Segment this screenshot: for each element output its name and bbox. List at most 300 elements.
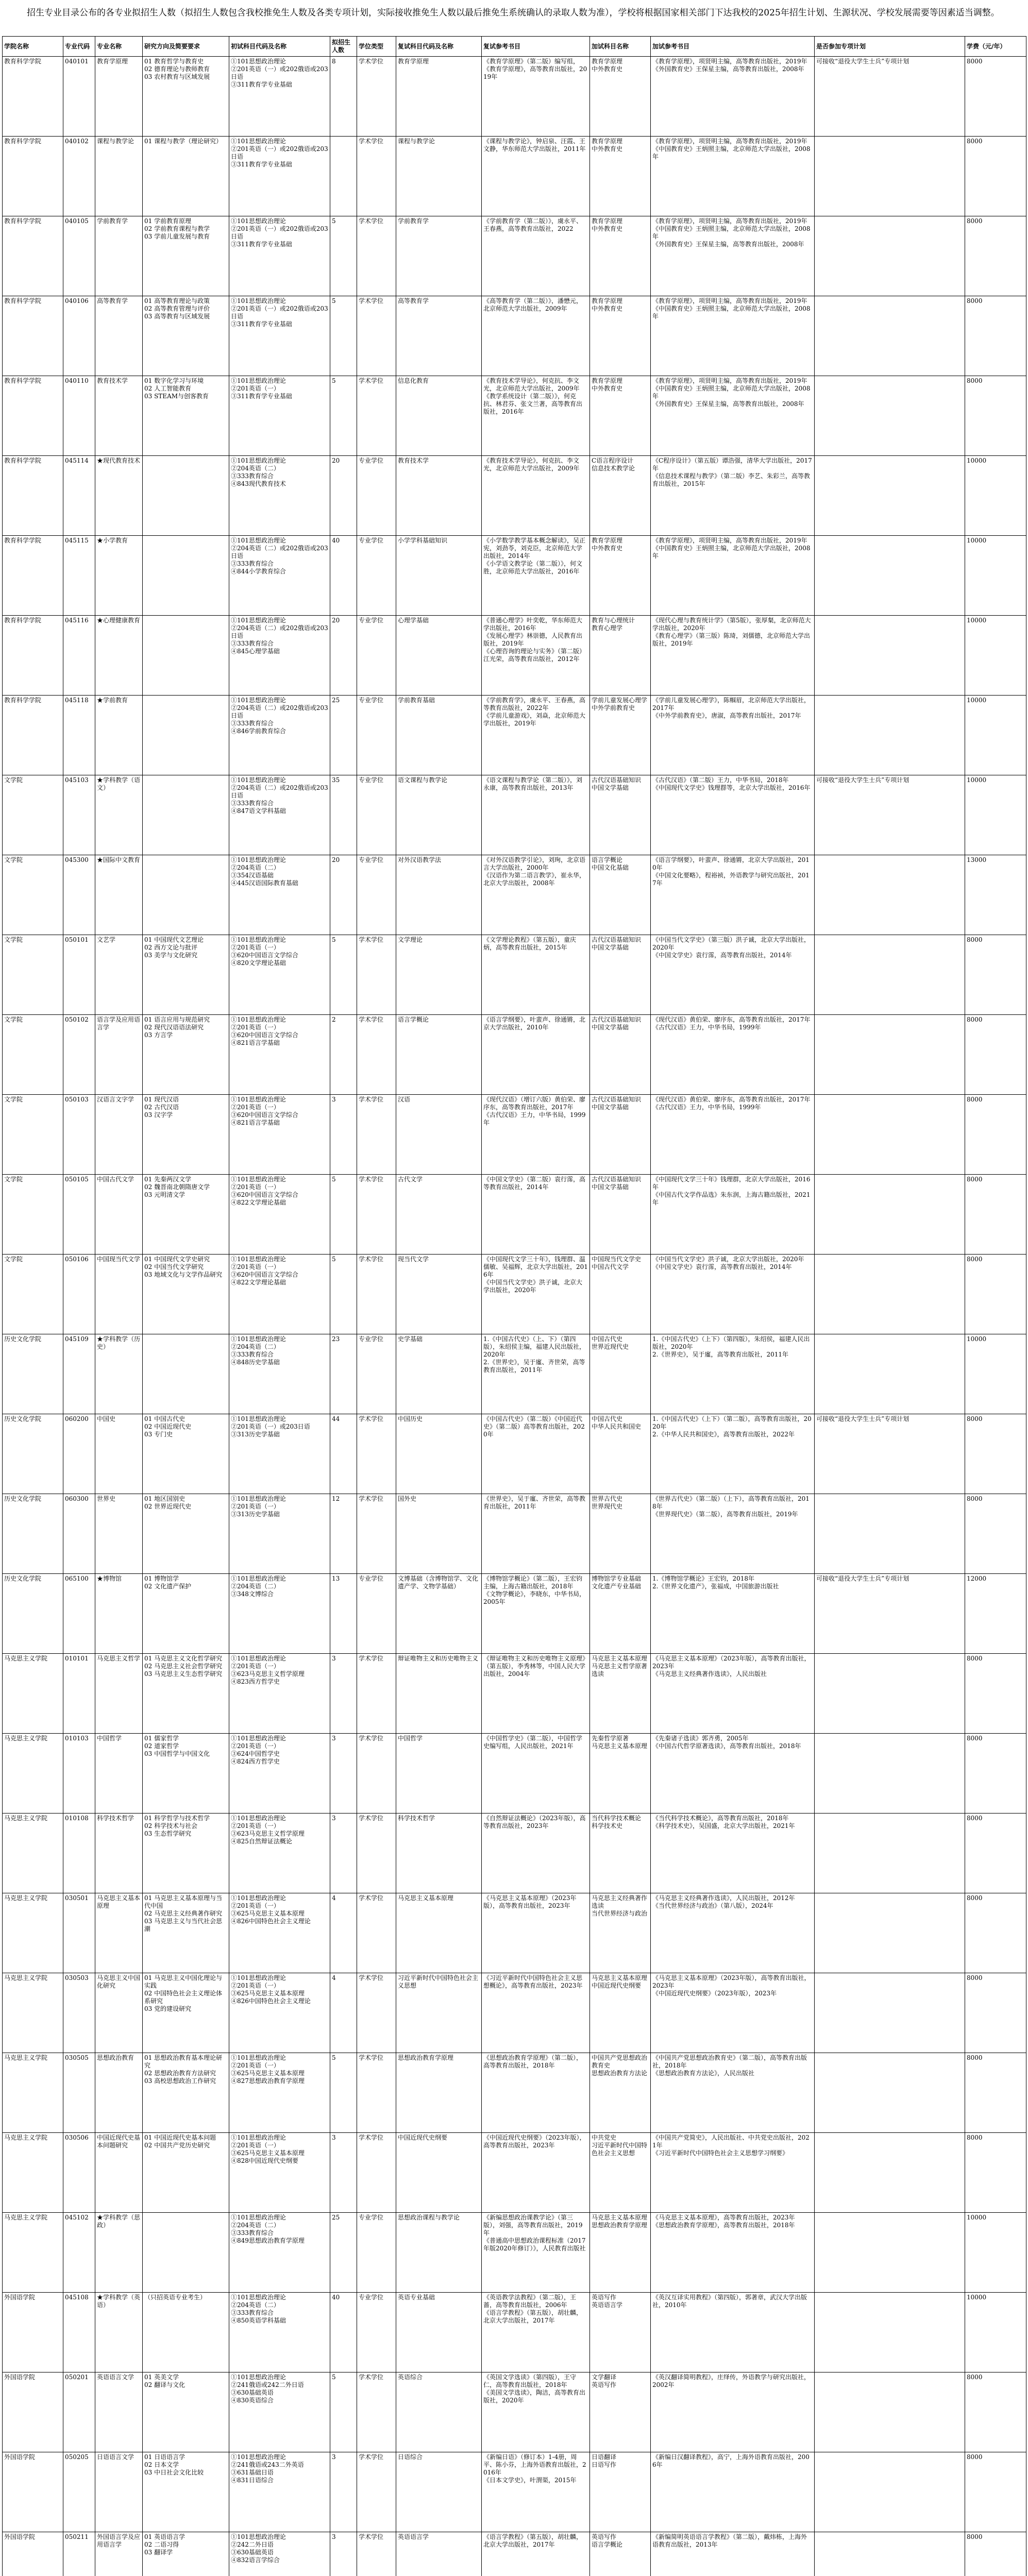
retest-books-cell-text: 《中国古代史》（第二版）《中国近代史》（第二版）高等教育出版社，2020年 (483, 1415, 588, 1438)
directions-cell (143, 935, 229, 1015)
table-row (3, 1175, 1026, 1255)
retest-subject-cell (396, 1255, 482, 1334)
retest-subject-cell (396, 2133, 482, 2213)
quota-cell-text: 40 (332, 2294, 355, 2301)
retest-books-cell (482, 1574, 590, 1654)
quota-cell (330, 2133, 357, 2213)
initial-exam-cell (229, 1893, 330, 1973)
directions-cell-text: 01 英美文学 02 翻译与文化 (144, 2374, 227, 2389)
directions-cell-text: 01 英语语言学 02 二语习得 03 翻译学 (144, 2533, 227, 2556)
tuition-cell (965, 2452, 1026, 2532)
retest-books-cell-text: 《文学理论教程》（第五版），童庆炳，高等教育出版社，2015年 (483, 936, 588, 952)
tuition-cell (965, 696, 1026, 775)
college-cell (3, 2213, 63, 2293)
quota-cell (330, 775, 357, 855)
retest-subject-cell-text: 中国近现代史纲要 (398, 2134, 480, 2142)
retest-subject-cell (396, 2053, 482, 2133)
special-plan-cell (815, 1734, 965, 1814)
retest-subject-cell-text: 国外史 (398, 1495, 480, 1503)
major-code-cell-text: 010108 (65, 1815, 93, 1822)
major-name-cell-text: 文艺学 (97, 936, 141, 944)
major-code-cell-text: 050106 (65, 1256, 93, 1263)
major-code-cell-text: 030501 (65, 1894, 93, 1902)
extra-subject-cell (590, 2293, 651, 2372)
degree-type-cell (357, 2372, 396, 2452)
initial-exam-cell-text: ①101思想政治理论 ②201英语（一） ③620中国语言文学综合 ④821语言学基础 (231, 1096, 328, 1127)
directions-cell-text: 01 博物馆学 02 文化遗产保护 (144, 1575, 227, 1590)
college-cell-text: 文学院 (4, 1256, 61, 1263)
retest-subject-cell-text: 思想政治课程与教学论 (398, 2214, 480, 2222)
quota-cell (330, 855, 357, 935)
degree-type-cell-text: 学术学位 (359, 58, 394, 65)
retest-books-cell-text: 《中国现代文学三十年》，钱理群、温儒敏、吴福辉，北京大学出版社，2016年 《中国当代文学史》洪子诚，北京大学出版社，2020年 (483, 1256, 588, 1294)
degree-type-cell (357, 935, 396, 1015)
special-plan-cell (815, 775, 965, 855)
initial-exam-cell-text: ①101思想政治理论 ②201英语（一）或202俄语或203日语 ③311教育学专业基础 (231, 297, 328, 328)
college-cell-text: 文学院 (4, 1176, 61, 1183)
retest-subject-cell (396, 2532, 482, 2576)
special-plan-cell (815, 2053, 965, 2133)
special-plan-cell (815, 296, 965, 376)
college-cell-text: 马克思主义学院 (4, 1974, 61, 1982)
tuition-cell (965, 376, 1026, 456)
extra-subject-cell (590, 296, 651, 376)
directions-cell (143, 536, 229, 616)
college-cell-text: 马克思主义学院 (4, 2054, 61, 2062)
retest-subject-cell-text: 学前教育基础 (398, 697, 480, 704)
extra-books-cell-text: 《英汉互译实用教程》（第四版），郭著章，武汉大学出版社，2010年 (652, 2294, 813, 2309)
extra-books-cell (651, 1494, 815, 1574)
initial-exam-cell-text: ①101思想政治理论 ②241俄语或243二外英语 ③631基础日语 ④831日语综合 (231, 2453, 328, 2484)
college-cell (3, 2372, 63, 2452)
extra-subject-cell-text: 当代科学技术概论 科学技术史 (592, 1815, 649, 1830)
extra-books-cell-text: 《新编简明英语语言学教程》（第二版），戴炜栋，上海外语教育出版社，2013年 (652, 2533, 813, 2549)
initial-exam-cell-text: ①101思想政治理论 ②201英语（一） ③625马克思主义基本原理 ④828中国近现代史纲要 (231, 2134, 328, 2165)
tuition-cell (965, 1015, 1026, 1095)
quota-cell-text: 3 (332, 2134, 355, 2142)
quota-cell (330, 2053, 357, 2133)
extra-books-cell (651, 935, 815, 1015)
degree-type-cell (357, 1255, 396, 1334)
quota-cell-text: 5 (332, 2374, 355, 2381)
major-name-cell (95, 1734, 143, 1814)
retest-subject-cell-text: 古代文学 (398, 1176, 480, 1183)
degree-type-cell (357, 1574, 396, 1654)
directions-cell (143, 2133, 229, 2213)
directions-cell-text: 01 中国现代文艺理论 02 西方文论与批评 03 美学与文化研究 (144, 936, 227, 959)
college-cell-text: 文学院 (4, 776, 61, 784)
major-name-cell (95, 137, 143, 216)
special-plan-cell (815, 1015, 965, 1095)
extra-books-cell (651, 1893, 815, 1973)
major-name-cell (95, 2133, 143, 2213)
directions-cell (143, 1734, 229, 1814)
special-plan-cell (815, 137, 965, 216)
quota-cell-text: 5 (332, 297, 355, 305)
extra-books-cell (651, 2372, 815, 2452)
admission-catalog-table (2, 36, 1026, 2576)
table-row (3, 1095, 1026, 1175)
extra-subject-cell (590, 1814, 651, 1893)
retest-books-cell (482, 616, 590, 696)
extra-subject-cell-text: 中国古代史 中华人民共和国史 (592, 1415, 649, 1431)
tuition-cell (965, 216, 1026, 296)
initial-exam-cell (229, 216, 330, 296)
major-name-cell-text: ★学科教学（语文） (97, 776, 141, 792)
tuition-cell (965, 1414, 1026, 1494)
major-code-cell (63, 855, 95, 935)
directions-cell (143, 456, 229, 536)
retest-subject-cell-text: 信息化教育 (398, 377, 480, 385)
initial-exam-cell (229, 137, 330, 216)
retest-books-cell (482, 2372, 590, 2452)
tuition-cell (965, 456, 1026, 536)
retest-books-cell-text: 《中国文学史》（第二版）袁行霈，高等教育出版社，2014年 (483, 1176, 588, 1191)
quota-cell-text: 35 (332, 776, 355, 784)
quota-cell (330, 2452, 357, 2532)
degree-type-cell-text: 学术学位 (359, 2533, 394, 2541)
initial-exam-cell (229, 1494, 330, 1574)
extra-books-cell-text: 1.《博物馆学概论》王宏钧，2018年 2.《世界文化遗产》，张福成，中国旅游出版社 (652, 1575, 813, 1590)
directions-cell (143, 1973, 229, 2053)
table-row (3, 2053, 1026, 2133)
extra-subject-cell-text: 语言学概论 中国文化基础 (592, 856, 649, 872)
degree-type-cell-text: 学术学位 (359, 138, 394, 145)
extra-subject-cell-text: 马克思主义基本原理 马克思主义哲学原著选读 (592, 1655, 649, 1678)
quota-cell-text: 4 (332, 1974, 355, 1982)
extra-subject-cell (590, 1734, 651, 1814)
college-cell (3, 1255, 63, 1334)
directions-cell (143, 1095, 229, 1175)
directions-cell (143, 376, 229, 456)
quota-cell (330, 456, 357, 536)
extra-books-cell (651, 775, 815, 855)
major-code-cell-text: 045115 (65, 537, 93, 545)
extra-books-cell (651, 376, 815, 456)
degree-type-cell (357, 1973, 396, 2053)
retest-books-cell-text: 《习近平新时代中国特色社会主义思想概论》，高等教育出版社，2023年 (483, 1974, 588, 1990)
retest-books-cell-text: 《中国哲学史》（第二版），中国哲学史编写组，人民出版社，2021年 (483, 1735, 588, 1750)
intro-paragraph: 招生专业目录公布的各专业拟招生人数（拟招生人数包含我校推免生人数及各类专项计划，实际接收推免生人数以最后推免生系统确认的录取人数为准），学校将根据国家相关部门下达我校的2025年招生计划、生源状况、学校发展需要等因素适当调整。 (9, 5, 1019, 21)
extra-subject-cell-text: 古代汉语基础知识 中国文学基础 (592, 1176, 649, 1191)
degree-type-cell-text: 学术学位 (359, 2134, 394, 2142)
college-cell (3, 1654, 63, 1734)
major-code-cell (63, 1095, 95, 1175)
header-tuition: 学费（元/年） (965, 37, 1026, 57)
college-cell (3, 2452, 63, 2532)
degree-type-cell (357, 1414, 396, 1494)
college-cell-text: 历史文化学院 (4, 1575, 61, 1583)
degree-type-cell-text: 专业学位 (359, 457, 394, 465)
quota-cell-text: 8 (332, 58, 355, 65)
major-name-cell (95, 696, 143, 775)
college-cell-text: 文学院 (4, 936, 61, 944)
college-cell-text: 历史文化学院 (4, 1495, 61, 1503)
degree-type-cell (357, 296, 396, 376)
table-row (3, 296, 1026, 376)
extra-subject-cell (590, 2213, 651, 2293)
major-code-cell-text: 010103 (65, 1735, 93, 1742)
degree-type-cell (357, 2213, 396, 2293)
extra-books-cell (651, 1334, 815, 1414)
degree-type-cell-text: 专业学位 (359, 2294, 394, 2301)
retest-books-cell-text: 《中国近现代史纲要》（2023年版），高等教育出版社，2023年 (483, 2134, 588, 2149)
retest-subject-cell (396, 57, 482, 137)
tuition-cell-text: 8000 (967, 2054, 1024, 2062)
retest-books-cell (482, 2452, 590, 2532)
special-plan-cell (815, 2532, 965, 2576)
extra-books-cell-text: 《现代心理与教育统计学》（第5版），张厚粲，北京师范大学出版社，2020年 《教育心理学》（第三版）陈琦，刘儒德，北京师范大学出版社，2019年 (652, 617, 813, 648)
degree-type-cell-text: 学术学位 (359, 217, 394, 225)
extra-books-cell (651, 2293, 815, 2372)
directions-cell (143, 1494, 229, 1574)
degree-type-cell (357, 1654, 396, 1734)
major-code-cell (63, 57, 95, 137)
major-name-cell (95, 855, 143, 935)
directions-cell (143, 1893, 229, 1973)
tuition-cell-text: 13000 (967, 856, 1024, 864)
retest-subject-cell (396, 2452, 482, 2532)
extra-books-cell (651, 1574, 815, 1654)
directions-cell (143, 2372, 229, 2452)
major-name-cell (95, 1255, 143, 1334)
special-plan-cell (815, 456, 965, 536)
retest-books-cell-text: 《英语教学法教程》（第二版），王蔷，高等教育出版社，2006年 《语言学教程》（第五版），胡壮麟，北京大学出版社，2017年 (483, 2294, 588, 2325)
degree-type-cell-text: 学术学位 (359, 936, 394, 944)
major-code-cell (63, 296, 95, 376)
major-code-cell-text: 040102 (65, 138, 93, 145)
special-plan-cell (815, 57, 965, 137)
header-major-name: 专业名称 (95, 37, 143, 57)
initial-exam-cell (229, 1574, 330, 1654)
initial-exam-cell (229, 1973, 330, 2053)
major-code-cell-text: 060300 (65, 1495, 93, 1503)
major-code-cell (63, 1654, 95, 1734)
tuition-cell-text: 8000 (967, 58, 1024, 65)
college-cell-text: 马克思主义学院 (4, 1735, 61, 1742)
initial-exam-cell (229, 1175, 330, 1255)
extra-subject-cell (590, 1334, 651, 1414)
major-code-cell-text: 050102 (65, 1016, 93, 1024)
major-code-cell (63, 935, 95, 1015)
degree-type-cell (357, 2452, 396, 2532)
tuition-cell-text: 8000 (967, 217, 1024, 225)
quota-cell (330, 216, 357, 296)
major-code-cell-text: 030505 (65, 2054, 93, 2062)
retest-books-cell (482, 2293, 590, 2372)
degree-type-cell (357, 137, 396, 216)
degree-type-cell-text: 学术学位 (359, 2453, 394, 2461)
tuition-cell-text: 8000 (967, 1894, 1024, 1902)
extra-subject-cell-text: 中国古代史 世界近现代史 (592, 1335, 649, 1351)
quota-cell-text: 23 (332, 1335, 355, 1343)
extra-books-cell-text: 《教育学原理》，项贤明主编，高等教育出版社，2019年 《中国教育史》王炳照主编，北京师范大学出版社，2008年 《外国教育史》王保星主编，高等教育出版社，2008年 (652, 377, 813, 408)
retest-books-cell (482, 1175, 590, 1255)
table-row (3, 855, 1026, 935)
table-row (3, 1973, 1026, 2053)
major-code-cell-text: 050101 (65, 936, 93, 944)
quota-cell (330, 1255, 357, 1334)
special-plan-cell (815, 855, 965, 935)
extra-books-cell-text: 《中国共产党简史》，人民出版社、中共党史出版社，2021年 《习近平新时代中国特色社会主义思想学习纲要》 (652, 2134, 813, 2157)
college-cell (3, 57, 63, 137)
quota-cell-text: 44 (332, 1415, 355, 1423)
major-code-cell-text: 045108 (65, 2294, 93, 2301)
degree-type-cell (357, 2053, 396, 2133)
tuition-cell-text: 8000 (967, 1016, 1024, 1024)
extra-books-cell-text: 《语言学纲要》，叶蜚声、徐通锵，北京大学出版社，2010年 《中国文化要略》，程裕祯，外语教学与研究出版社，2017年 (652, 856, 813, 887)
degree-type-cell-text: 学术学位 (359, 1096, 394, 1104)
major-name-cell (95, 2452, 143, 2532)
degree-type-cell-text: 学术学位 (359, 1815, 394, 1822)
special-plan-cell (815, 216, 965, 296)
college-cell (3, 1494, 63, 1574)
retest-subject-cell (396, 935, 482, 1015)
retest-subject-cell (396, 855, 482, 935)
major-code-cell (63, 2452, 95, 2532)
major-name-cell (95, 1654, 143, 1734)
initial-exam-cell-text: ①101思想政治理论 ②204英语（二） ③333教育综合 ④849思想政治教育学原理 (231, 2214, 328, 2245)
initial-exam-cell-text: ①101思想政治理论 ②204英语（二） ③348文博综合 (231, 1575, 328, 1598)
initial-exam-cell-text: ①101思想政治理论 ②201英语（一） ③311教育学专业基础 (231, 377, 328, 400)
extra-books-cell (651, 1734, 815, 1814)
tuition-cell (965, 616, 1026, 696)
directions-cell-text: 01 地区国别史 02 世界近现代史 (144, 1495, 227, 1511)
retest-subject-cell-text: 中国哲学 (398, 1735, 480, 1742)
extra-subject-cell-text: 古代汉语基础知识 中国文学基础 (592, 776, 649, 792)
retest-books-cell (482, 296, 590, 376)
major-name-cell-text: 教育技术学 (97, 377, 141, 385)
directions-cell (143, 137, 229, 216)
extra-subject-cell-text: 学前儿童发展心理学 中外学前教育史 (592, 697, 649, 712)
retest-books-cell-text: 《博物馆学概论》（第二版），王宏钧主编，上海古籍出版社，2018年 《文物学概论》，李晓东，中华书局，2005年 (483, 1575, 588, 1606)
header-college: 学院名称 (3, 37, 63, 57)
degree-type-cell (357, 855, 396, 935)
retest-books-cell-text: 《自然辩证法概论》（2023年版），高等教育出版社，2023年 (483, 1815, 588, 1830)
table-row (3, 216, 1026, 296)
major-name-cell (95, 2053, 143, 2133)
directions-cell-text: 01 中国现代文学史研究 02 中国当代文学研究 03 地域文化与文学作品研究 (144, 1256, 227, 1279)
degree-type-cell-text: 学术学位 (359, 1495, 394, 1503)
extra-subject-cell-text: 古代汉语基础知识 中国文学基础 (592, 1016, 649, 1031)
initial-exam-cell-text: ①101思想政治理论 ②204英语（二） ③354汉语基础 ④445汉语国际教育基础 (231, 856, 328, 887)
extra-books-cell-text: 《中国现代文学三十年》钱理群，北京大学出版社，2016年 《中国古代文学作品选》朱东润，上海古籍出版社，2021年 (652, 1176, 813, 1207)
initial-exam-cell-text: ①101思想政治理论 ②201英语（一） ③620中国语言文学综合 ④822文学理论基础 (231, 1176, 328, 1207)
degree-type-cell (357, 456, 396, 536)
extra-subject-cell (590, 216, 651, 296)
college-cell-text: 教育科学学院 (4, 697, 61, 704)
extra-books-cell (651, 216, 815, 296)
initial-exam-cell (229, 696, 330, 775)
extra-books-cell-text: 《先秦诸子选读》郭齐勇，2005年 《中国古代哲学原著选读》，高等教育出版社，2018年 (652, 1735, 813, 1750)
special-plan-cell (815, 2372, 965, 2452)
major-code-cell (63, 2053, 95, 2133)
retest-subject-cell-text: 马克思主义基本原理 (398, 1894, 480, 1902)
major-name-cell-text: 日语语言文学 (97, 2453, 141, 2461)
major-name-cell-text: 汉语言文字学 (97, 1096, 141, 1104)
quota-cell (330, 1334, 357, 1414)
tuition-cell (965, 2293, 1026, 2372)
extra-books-cell (651, 536, 815, 616)
major-name-cell (95, 775, 143, 855)
college-cell-text: 外国语学院 (4, 2533, 61, 2541)
tuition-cell (965, 1734, 1026, 1814)
special-plan-cell (815, 1494, 965, 1574)
extra-books-cell-text: 《中国当代文学史》（第三版）洪子诚，北京大学出版社，2020年 《中国文学史》袁行霈，高等教育出版社，2014年 (652, 936, 813, 959)
major-name-cell (95, 1893, 143, 1973)
retest-subject-cell-text: 科学技术哲学 (398, 1815, 480, 1822)
special-plan-cell (815, 1654, 965, 1734)
extra-books-cell (651, 1175, 815, 1255)
retest-subject-cell (396, 1175, 482, 1255)
directions-cell (143, 616, 229, 696)
extra-books-cell-text: 《古代汉语》（第二版）王力，中华书局，2018年 《中国现代文学史》钱理群等，北京大学出版社，2016年 (652, 776, 813, 792)
major-code-cell (63, 2213, 95, 2293)
major-name-cell-text: 马克思主义基本原理 (97, 1894, 141, 1910)
directions-cell (143, 2053, 229, 2133)
extra-books-cell-text: 《马克思主义基本原理》（2023年版），高等教育出版社，2023年 《中国近现代史纲要》（2023年版），2023年 (652, 1974, 813, 1997)
quota-cell (330, 536, 357, 616)
table-row (3, 137, 1026, 216)
tuition-cell (965, 1893, 1026, 1973)
retest-books-cell (482, 456, 590, 536)
retest-subject-cell (396, 696, 482, 775)
college-cell (3, 536, 63, 616)
extra-subject-cell (590, 2053, 651, 2133)
initial-exam-cell (229, 775, 330, 855)
quota-cell (330, 935, 357, 1015)
retest-books-cell (482, 57, 590, 137)
extra-books-cell (651, 1095, 815, 1175)
degree-type-cell-text: 学术学位 (359, 1256, 394, 1263)
quota-cell (330, 376, 357, 456)
major-code-cell-text: 045300 (65, 856, 93, 864)
degree-type-cell-text: 专业学位 (359, 776, 394, 784)
initial-exam-cell-text: ①101思想政治理论 ②201英语（一） ③625马克思主义基本原理 ④826中国特色社会主义理论 (231, 1974, 328, 2005)
major-code-cell-text: 065100 (65, 1575, 93, 1583)
major-name-cell (95, 1973, 143, 2053)
major-code-cell (63, 376, 95, 456)
major-name-cell-text: ★现代教育技术 (97, 457, 141, 465)
special-plan-cell-text: 可接收“退役大学生士兵”专项计划 (816, 1415, 963, 1423)
extra-books-cell-text: 《世界古代史》（第二版）（上下），高等教育出版社，2018年 《世界现代史》（第二版），高等教育出版社，2019年 (652, 1495, 813, 1518)
major-name-cell (95, 1574, 143, 1654)
extra-subject-cell (590, 1095, 651, 1175)
retest-books-cell (482, 2053, 590, 2133)
extra-books-cell (651, 137, 815, 216)
tuition-cell-text: 8000 (967, 1176, 1024, 1183)
retest-books-cell-text: 《学前教育学》，虞永平、王春燕，高等教育出版社，2022年 《学前儿童游戏》，刘焱，北京师范大学出版社，2019年 (483, 697, 588, 727)
special-plan-cell (815, 2133, 965, 2213)
extra-books-cell (651, 1654, 815, 1734)
retest-subject-cell (396, 2213, 482, 2293)
table-header-row (3, 37, 1026, 57)
extra-subject-cell (590, 536, 651, 616)
directions-cell (143, 1654, 229, 1734)
initial-exam-cell-text: ①101思想政治理论 ②204英语（二）或202俄语或203日语 ③333教育综合 ④844小学教育综合 (231, 537, 328, 575)
table-row (3, 1654, 1026, 1734)
extra-books-cell (651, 1255, 815, 1334)
header-initial-exam: 初试科目代码及名称 (229, 37, 330, 57)
degree-type-cell-text: 专业学位 (359, 2214, 394, 2222)
directions-cell (143, 1175, 229, 1255)
college-cell-text: 历史文化学院 (4, 1335, 61, 1343)
retest-subject-cell (396, 1015, 482, 1095)
retest-books-cell (482, 1095, 590, 1175)
special-plan-cell (815, 696, 965, 775)
extra-subject-cell-text: 文学翻译 英语写作 (592, 2374, 649, 2389)
retest-books-cell-text: 《辩证唯物主义和历史唯物主义原理》（第五版），李秀林等，中国人民大学出版社，2004年 (483, 1655, 588, 1678)
